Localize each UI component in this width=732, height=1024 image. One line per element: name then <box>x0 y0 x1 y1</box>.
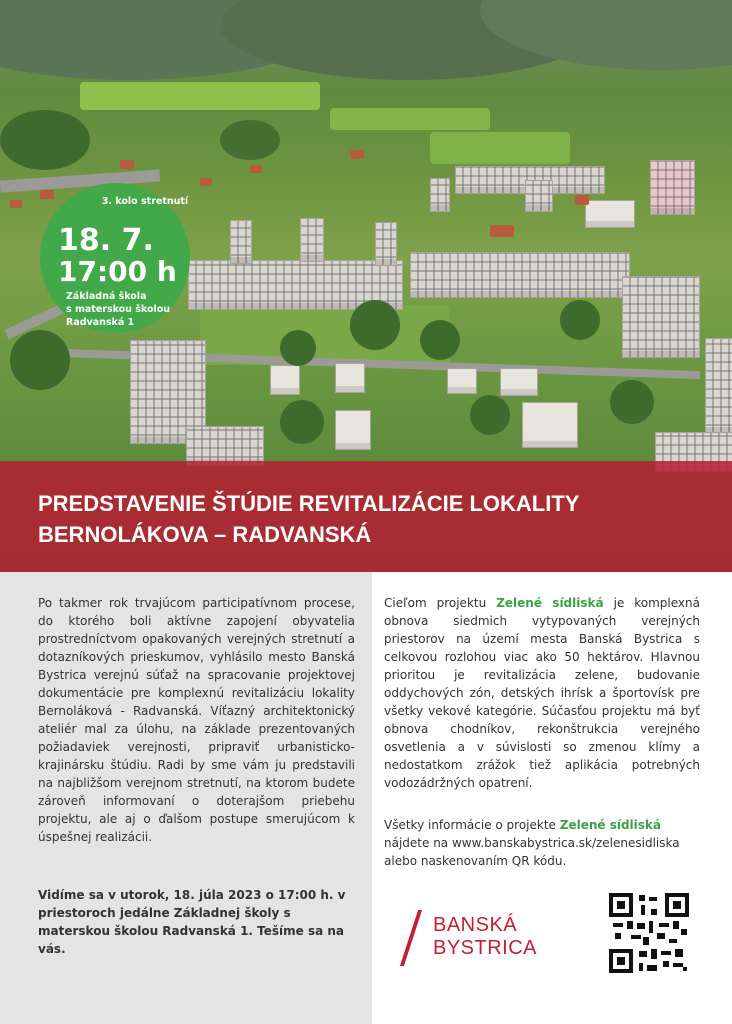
tree <box>610 380 654 424</box>
title-line: PREDSTAVENIE ŠTÚDIE REVITALIZÁCIE LOKALITY <box>38 491 580 516</box>
qr-module <box>683 967 687 971</box>
qr-module <box>613 923 623 927</box>
apartment-block <box>410 252 630 298</box>
qr-module <box>669 939 677 943</box>
meadow <box>80 82 320 110</box>
apartment-block <box>705 338 732 434</box>
tree <box>560 300 600 340</box>
apartment-block <box>525 180 553 212</box>
building <box>447 368 477 394</box>
tree <box>350 300 400 350</box>
qr-module <box>675 949 683 957</box>
qr-module <box>627 921 633 929</box>
building <box>500 368 538 396</box>
info-line <box>384 816 700 834</box>
qr-code-icon[interactable] <box>609 893 689 973</box>
invitation-paragraph: Vidíme sa v utorok, 18. júla 2023 o 17:00 h. v priestoroch jedálne Základnej školy s materskou školou Radvanská 1. Tešíme sa na vás. <box>38 888 346 956</box>
qr-module <box>657 933 665 939</box>
qr-module <box>641 905 645 915</box>
apartment-block <box>230 220 252 264</box>
tree <box>470 395 510 435</box>
tree <box>420 320 460 360</box>
qr-module <box>643 937 649 945</box>
meeting-time: 17:00 h <box>58 255 177 288</box>
house-roof <box>120 160 134 169</box>
house-roof <box>200 178 212 186</box>
qr-module <box>639 963 643 971</box>
banska-bystrica-logo <box>409 908 569 968</box>
building <box>585 200 635 228</box>
house-roof <box>490 225 514 237</box>
title-band <box>0 461 732 572</box>
title-line: BERNOLÁKOVA – RADVANSKÁ <box>38 522 372 547</box>
tree <box>280 400 324 444</box>
intro-paragraph: Po takmer rok trvajúcom participatívnom procese, do ktorého boli aktívne zapojení obyvatelia prostredníctvom opakovaných verejných stretnutí a dotazníkových prieskumov, vyhlásilo mesto Banská Bystrica verejnú súťaž na spracovanie projektovej dokumentácie pre komplexnú revitalizáciu lokality Bernoláková - Radvanská. Víťazný architektonický ateliér mal za úlohu, na základe prezentovaných požiadaviek verejnosti, pripraviť urbanisticko-krajinársku štúdiu. Radi by sme vám ju predstavili na najbližšom verejnom stretnutí, na ktorom budete zároveň informovaní o doterajšom priebehu projektu, ale aj o ďalšom postupe smerujúcom k úspešnej realizácii. <box>38 596 355 844</box>
qr-module <box>639 951 647 957</box>
qr-module <box>637 923 645 929</box>
qr-module <box>659 923 669 927</box>
qr-module <box>673 921 679 929</box>
apartment-block <box>430 178 450 212</box>
apartment-block <box>300 218 324 262</box>
project-paragraph <box>384 594 700 792</box>
website-link[interactable]: nájdete na www.banskabystrica.sk/zelenesidliska <box>384 836 680 850</box>
qr-finder <box>665 893 689 917</box>
project-name: Zelené sídliská <box>559 818 661 832</box>
info-line: alebo naskenovaním QR kódu. <box>384 854 567 868</box>
meeting-place-line: Základná škola <box>66 291 147 302</box>
building <box>335 363 365 393</box>
project-text: Cieľom projektu <box>384 596 497 610</box>
qr-module <box>661 951 671 955</box>
qr-module <box>651 909 657 915</box>
qr-module <box>663 961 669 967</box>
qr-module <box>631 935 641 939</box>
page-title <box>38 488 698 550</box>
meeting-date-badge <box>40 183 190 333</box>
project-name: Zelené sídliská <box>496 596 604 610</box>
qr-finder <box>609 893 633 917</box>
house-roof <box>250 165 262 173</box>
qr-module <box>673 963 683 967</box>
building <box>522 402 578 448</box>
qr-module <box>649 921 653 933</box>
tree <box>0 110 90 170</box>
project-text: je komplexná obnova siedmich vytypovaných verejných priestorov na území mesta Banská Bystrica s celkovou rozlohou viac ako 50 hektárov. Hlavnou prioritou je revitalizácia zelene, budovanie oddychových zón, detských ihrísk a športovísk pre všetky vekové kategórie. Súčasťou projektu má byť obnova chodníkov, rekonštrukcia verejného osvetlenia a v súvislosti so zmenou klímy a nedostatkom zrážok tiež aplikácia potrebných vodozádržných opatrení. <box>384 596 700 790</box>
qr-module <box>681 929 687 935</box>
qr-module <box>649 897 657 901</box>
left-column <box>0 572 372 1024</box>
info-paragraph <box>384 816 700 870</box>
apartment-block <box>375 222 397 266</box>
logo-line: BANSKÁ <box>433 914 518 936</box>
logo-line: BYSTRICA <box>433 937 538 959</box>
meeting-date: 18. 7. <box>58 223 154 258</box>
building <box>270 365 300 395</box>
qr-module <box>651 949 657 959</box>
meeting-round: 3. kolo stretnutí <box>101 196 189 207</box>
meeting-place-line: Radvanská 1 <box>66 317 135 328</box>
house-roof <box>350 150 364 159</box>
meeting-place-line: s materskou školou <box>66 304 171 315</box>
qr-module <box>647 965 657 971</box>
apartment-block <box>650 160 695 215</box>
meeting-place <box>66 290 170 329</box>
info-text: Všetky informácie o projekte <box>384 818 560 832</box>
apartment-block <box>622 276 700 358</box>
tree <box>280 330 316 366</box>
tree <box>10 330 70 390</box>
house-roof <box>10 200 22 208</box>
meadow <box>330 108 490 130</box>
qr-finder <box>609 949 633 973</box>
qr-module <box>639 895 645 901</box>
building <box>335 410 371 450</box>
house-roof <box>575 195 589 205</box>
tree <box>220 120 280 160</box>
apartment-block <box>186 426 264 466</box>
meadow <box>430 132 570 164</box>
qr-module <box>615 933 621 939</box>
